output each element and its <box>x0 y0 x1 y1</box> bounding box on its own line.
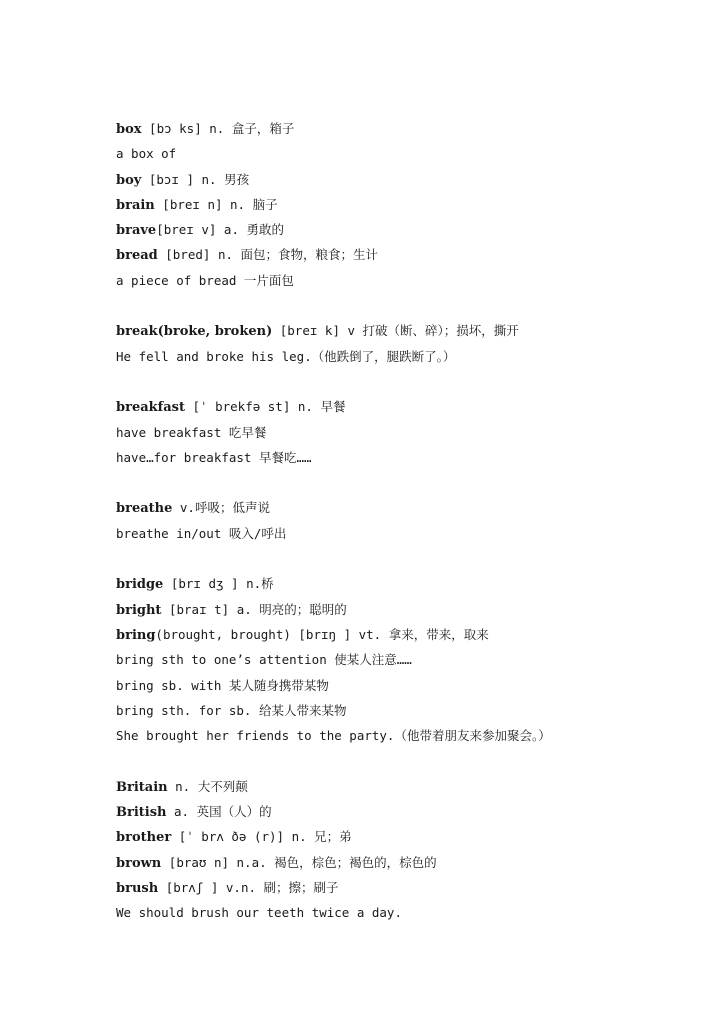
entry-brown <box>116 850 696 875</box>
headword: bright <box>116 602 162 618</box>
example-line: He fell and broke his leg.（他跌倒了，腿跌断了。） <box>116 348 456 364</box>
definition: [brɪ dʒ ] n.桥 <box>163 576 274 592</box>
entry-breathe <box>116 495 696 520</box>
definition: v.呼吸；低声说 <box>172 500 270 516</box>
entry-brush <box>116 875 696 900</box>
entry-break <box>116 318 696 343</box>
headword: breakfast <box>116 400 185 416</box>
entry-britain <box>116 774 696 799</box>
blank-line <box>116 748 696 773</box>
example-line: bring sb. with 某人随身携带某物 <box>116 677 329 693</box>
example-line: She brought her friends to the party.（他带着朋友来参加聚会。） <box>116 728 551 744</box>
blank-line <box>116 293 696 318</box>
example-line: have breakfast 吃早餐 <box>116 424 267 440</box>
vocabulary-page <box>116 116 696 926</box>
headword: brain <box>116 197 155 213</box>
blank-line <box>116 546 696 571</box>
definition: a. 英国（人）的 <box>166 804 272 820</box>
definition: [braɪ t] a. 明亮的；聪明的 <box>161 601 347 617</box>
definition: (brought, brought) [brɪŋ ] vt. 拿来，带来，取来 <box>155 626 489 642</box>
headword: bring <box>116 627 156 643</box>
headword: brown <box>116 855 162 871</box>
entry-boy <box>116 167 696 192</box>
definition: [bɔ ks] n. 盒子，箱子 <box>141 121 295 136</box>
example-line: bring sth to one’s attention 使某人注意…… <box>116 652 412 668</box>
entry-brother <box>116 824 696 849</box>
entry-breakfast <box>116 394 696 419</box>
definition: [braʊ n] n.a. 褐色，棕色；褐色的，棕色的 <box>161 854 437 870</box>
headword: box <box>116 122 142 137</box>
headword: brush <box>116 880 159 896</box>
entry-british <box>116 799 696 824</box>
blank-line <box>116 470 696 495</box>
headword: brother <box>116 830 172 846</box>
headword: brave <box>116 223 157 239</box>
example-line: a piece of bread 一片面包 <box>116 272 294 288</box>
headword: boy <box>116 172 142 188</box>
example-line: a box of <box>116 146 177 162</box>
definition: [bred] n. 面包；食物，粮食；生计 <box>157 247 379 263</box>
definition: n. 大不列颠 <box>167 778 248 794</box>
blank-line <box>116 369 696 394</box>
headword: break(broke, broken) <box>116 324 273 340</box>
example-line: We should brush our teeth twice a day. <box>116 905 402 921</box>
example-line: bring sth. for sb. 给某人带来某物 <box>116 702 347 718</box>
entry-bring <box>116 622 696 647</box>
definition: [ˈ brekfə st] n. 早餐 <box>184 399 346 415</box>
entry-bright <box>116 597 696 622</box>
entry-bridge <box>116 571 696 596</box>
headword: Britain <box>116 779 168 795</box>
headword: British <box>116 805 167 821</box>
headword: bread <box>116 248 158 264</box>
definition: [brʌʃ ] v.n. 刷；擦；刷子 <box>158 879 339 895</box>
headword: breathe <box>116 501 173 517</box>
entry-bread <box>116 242 696 267</box>
example-line: breathe in/out 吸入/呼出 <box>116 525 287 541</box>
definition: [breɪ k] v 打破（断、碎）；损坏，撕开 <box>272 323 519 339</box>
entry-brave <box>116 217 696 242</box>
definition: [breɪ n] n. 脑子 <box>154 196 278 212</box>
definition: [bɔɪ ] n. 男孩 <box>141 171 250 187</box>
entry-brain <box>116 192 696 217</box>
entry-box <box>116 116 696 141</box>
headword: bridge <box>116 577 164 593</box>
definition: [ˈ brʌ ðə (r)] n. 兄；弟 <box>171 829 352 845</box>
example-line: have…for breakfast 早餐吃…… <box>116 449 312 465</box>
definition: [breɪ v] a. 勇敢的 <box>156 222 284 238</box>
